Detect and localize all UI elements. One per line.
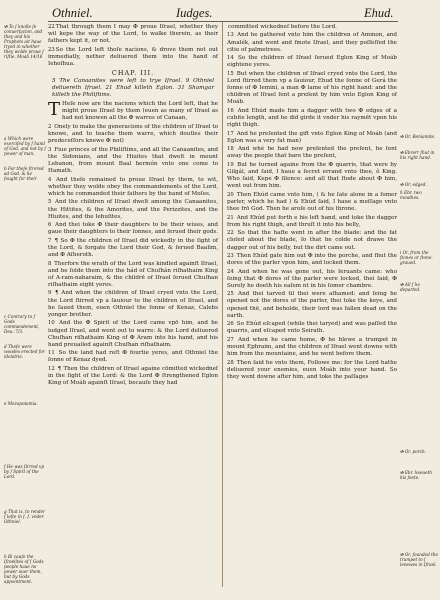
verse: 20 Then Ehúd came vnto him, ( & he ſate alone in a ſomer parler, which he had ) & Ehúd ſaid, I haue a meſſage vnto thee frō God. Then he aroſe out of his throne.: [227, 191, 397, 213]
verse: 28 Then ſaid he vnto them, Followe me: for the Lord hathe deliuered your enemies, euen Moáb into your hand. So they went downe after him, and toke the paſſages: [227, 359, 397, 380]
margin-note: ✠ Or, porch.: [400, 449, 427, 454]
margin-note: ✠ Or, edged.: [400, 182, 427, 187]
running-header: [0, 6, 440, 22]
verse: 22 So that the hafte went in after the blade: and the fat cloſed about the blade, ſo that he colde not drawe the dagger out of his belly, but the dirt came out.: [227, 230, 397, 251]
header-right: Ehud.: [364, 6, 394, 20]
margin-note: ✠ All ſ he departed.: [400, 282, 421, 292]
verse: 16 And Ehúd made him a dagger with two ✠ edges of a cubite length, and he did girde it vnder his raymēt vpon his right thigh.: [227, 107, 398, 129]
header-rule: [48, 21, 398, 22]
margin-note: ✠ Or, ſounded the trumpet to ſ lenewes in Iſrael.: [400, 552, 438, 567]
margin-note: c Contrary to ſ Gods commandement, Deu. 7/3.: [4, 314, 40, 334]
verse: 2 Onely to make the generacions of the children of Iſrael to knowe, and to teache them warre, which doutles their predeceſſors knewe ✠ not): [48, 123, 219, 145]
margin-note: d Theſe were woodes erected for idolatrie.: [4, 344, 45, 359]
verse: 18 And whé he had now preſented the preſent, he ſent away the people that bare the preſent,: [227, 146, 398, 160]
verse: 15 But when the children of Iſrael cryed vnto the Lord, the Lord ſtirred them vp a ſauiour, Ehud the ſonne of Gerá the ſonne of ✠ Iemini, a man ✠ lame of his right hand: and the children of Iſrael ſent a preſent by him vnto Eglon King of Moáb.: [227, 70, 398, 106]
margin-note: ✠ Or, Beniamite.: [400, 134, 436, 139]
verse: 5 And the children of Iſrael dwelt among the Canaanites, the Hittites, & the Amorites, and the Perizzites, and the Hiuites, and the Iebuſites,: [48, 199, 218, 220]
verse: 23 Then Ehúd gate him out ✠ into the porche, and ſhut the dores of the parler vpon him, and locked them.: [227, 252, 397, 267]
verse: 14 So the children of Iſrael ſerued Eglon King of Moáb eightene yeres.: [227, 55, 397, 69]
margin-note: ✠ Ebrerr ſhut in his right hand.: [400, 150, 435, 160]
margin-note: f He was ſtirred vp by ſ Spirit of the Lord.: [4, 464, 45, 479]
verse: 3 Fiue princes of the Philiſtims, and all the Canaanites, and the Sidonians, and the Hiuites that dwelt in mount Lebanon, from mount Baal hermón vnto one come to Hamath.: [48, 146, 218, 175]
verse: 25 And thei tarved til thei were aſhamed: and ſeing he opened not the dores of the parler, thei toke the keye, and opened thē, and beholde, their lord was fallen dead on the earth.: [227, 291, 397, 319]
drop-cap: T: [48, 99, 61, 121]
margin-note: ✠ Ebr. heeueth his feete.: [400, 470, 432, 480]
verse: 19 But he turned againe from the ✠ quarris, that were by Gilgál, and ſaid, I haue a ſecret errand vnto thee, ô King. Who ſaid, Kepe ✠ ſilence: and all that ſtode about ✠ him, went out from him.: [227, 161, 397, 190]
margin-note: ✠ To ſ knolle ſe conuerſacion, and they and his Prophets ait haue tryed in whether they wolde proue ſ riſtie, Moab 14/16: [4, 24, 44, 59]
left-column: [48, 24, 218, 389]
verse: 7 ¶ So ✠ the children of Iſrael did wickedly in the ſight of the Lord, & forgate the Lord their God, & ſerued Baalim, and ✠ Aſheroth.: [48, 237, 218, 259]
verse: 21 And Ehúd put forth e his left hand, and toke the dagger from his right thigh, and thruſt it into his belly,: [227, 214, 397, 228]
chapter-argument: 5 The Canaanites were left to trye Iſrael. 9 Othniel deliuereth Iſrael. 21 Ehud killeth Eglon. 31 Shamgar killeth the Philiſtims.: [52, 77, 214, 98]
header-center: Iudges.: [176, 6, 213, 20]
header-left: Othniel.: [52, 6, 93, 20]
verse: 4 And theſe remained to proue Iſrael by them, to wit, whether they wolde obey the commandements of the Lord, which he commanded their fathers by the hand of Moſes.: [48, 176, 218, 197]
margin-note: h Bi cauſe the Iſraelites of ſ Gods people haue no power ouer them, but by Gods appointment.: [4, 554, 44, 584]
margin-note: h Ebr. two mouthes.: [400, 190, 422, 200]
verse: 11 So the land had reſt ✠ fourtie yeres, and Othniel the ſonne of Kenaz dyed.: [48, 350, 219, 364]
margin-note: e Mezopotamia.: [4, 401, 38, 406]
verse: committed wickedneſ before the Lord.: [228, 24, 337, 30]
verse: 6 And thei toke ✠ their daughters to be their wiues, and gaue their daughters to their ſonnes, and ſerued their gods.: [48, 222, 218, 236]
right-column: [227, 24, 397, 382]
verse: 24 And when he was gone out, his ſeruants came: who ſeing that ✠ dores of the parler were locked, thei ſaid, ✠ Surely he doeth his eaſem nt in his ſomer chambre.: [227, 268, 398, 289]
chapter-heading: CHAP. III.: [111, 68, 155, 77]
verse: 8 Therfore the wrath of the Lord was kindled againſt Iſrael, and he ſolde them into the hád of Chuſhán riſhathaim King of A-ram-naharaim, & the childrē of Iſrael ſerued Chuſhan riſhathaim eight yeres.: [48, 260, 218, 288]
verse: 23So the Lord left thoſe nacions, & drove them not out immediatly, nether deliuered them into the hand of Iehoſhua.: [48, 46, 218, 68]
verse: 13 And he gathered vnto him the children of Ammon, and Amalék, and went and ſmote Iſrael, and they poſſeſſed the citie of palmetrees.: [227, 32, 397, 53]
column-divider: [222, 22, 223, 587]
verse: 26 So Ehúd eſcaped (while thei taryed) and was paſſed the quarris, and eſcaped vnto Seirath.: [227, 321, 398, 335]
verse: 12 ¶ Then the children of Iſrael againe cōmitted wickedneſ in the ſight of the Lord: & the Lord ✠ ſtrengthened Eglon King of Moáb againſt Iſrael, becauſe they had: [48, 365, 219, 387]
margin-note: i Or, from the ſtones or ſtone-graued.: [400, 250, 433, 265]
verse: 27 And when he came home, ✠ he blewe a trumpet in mount Ephraim, and the children of Iſrael went downe with him from the mountaine, and he went before them.: [227, 336, 397, 358]
margin-note: b For theſe ſtrered ad God. & he ſought for their: [4, 166, 44, 181]
verse: 9 ¶ And when the children of Iſrael cryed vnto the Lord, the Lord ſtirred vp a ſauiour to the children of Iſrael, and he ſaued them, euen Othniel the ſonne of Kenaz, Calebs yonger brother.: [48, 290, 218, 318]
margin-note: g That is, to render ſ leſte in ſ. ſ. vnder Othniel.: [4, 509, 46, 524]
verse: 10 And the ✠ Spirit of the Lord came vpō him, and he iudged Iſrael, and went out to warre: & the Lord deliuered Chuſhan riſhathaim King of ✠ Aram into his hand, and his hand preuailed againſt Chuſhan riſhathaim.: [48, 320, 218, 348]
margin-note: a Which were exerciſed by ſ hand of God, and not by ſ power of man.: [4, 136, 46, 156]
verse: T Heſe now are the nacions which the Lord left, that he might proue Iſrael by them (euen as many of Iſrael as had not knowen all the ✠ warres of Canaan,: [48, 99, 218, 122]
verse: 17 And he preſented the gift vnto Eglon King of Moáb (and Eglon was a very fat man): [227, 130, 397, 144]
verse: 22That through them I may ✠ proue Iſrael, whether they wil kepe the way of the Lord, to walke therein, as their fathers kept it, or not.: [48, 24, 218, 45]
